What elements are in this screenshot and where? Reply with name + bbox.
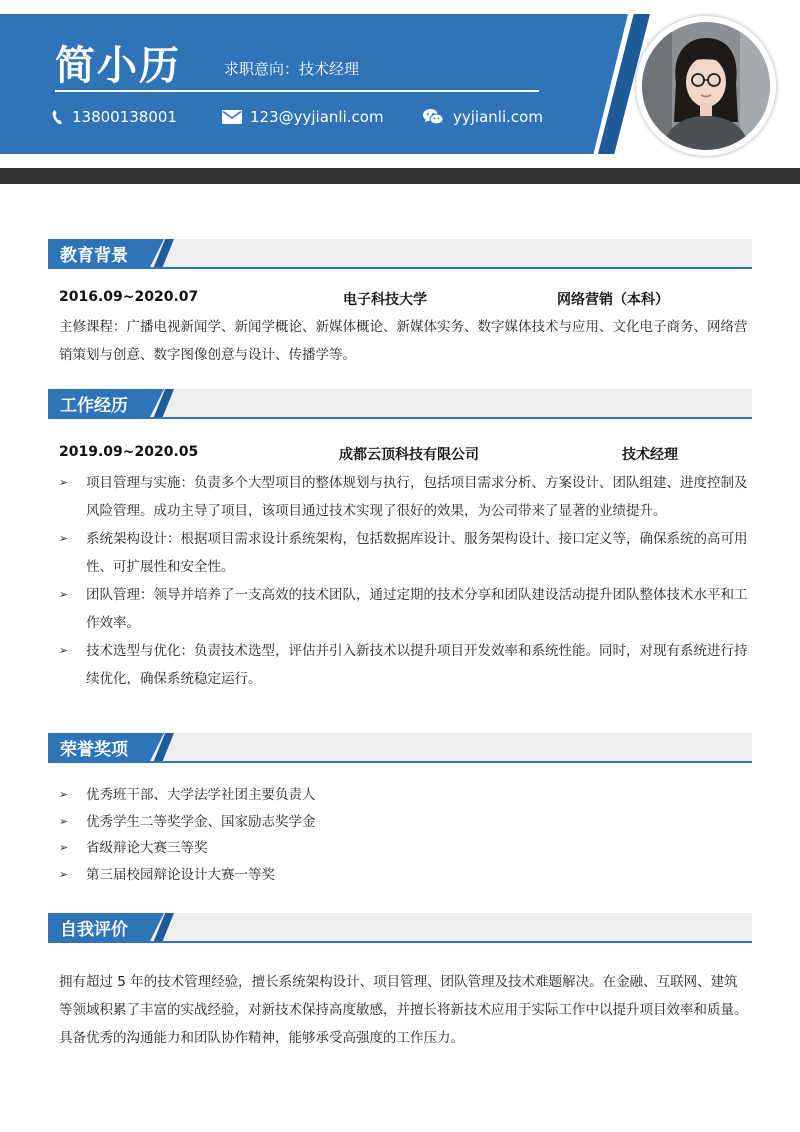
list-item: ➢ 优秀班干部、大学法学社团主要负责人 — [59, 782, 749, 809]
section-title: 荣誉奖项 — [60, 740, 128, 760]
list-item: ➢ 项目管理与实施：负责多个大型项目的整体规划与执行，包括项目需求分析、方案设计、团队组建、进度控制及风险管理。成功主导了项目，该项目通过技术实现了很好的效果，为公司带来了显著的业绩提升。 — [59, 469, 749, 525]
list-item: ➢ 省级辩论大赛三等奖 — [59, 835, 749, 862]
avatar — [636, 16, 776, 156]
section-title: 工作经历 — [60, 396, 128, 416]
work-period: 2019.09~2020.05 — [59, 444, 199, 460]
work-company: 成都云顶科技有限公司 — [339, 447, 479, 463]
wechat-icon — [423, 109, 443, 125]
arrow-bullet-icon: ➢ — [59, 867, 69, 881]
section-title: 自我评价 — [60, 920, 128, 940]
self-eval-text: 拥有超过 5 年的技术管理经验，擅长系统架构设计、项目管理、团队管理及技术难题解决。在金融、互联网、建筑等领域积累了丰富的实战经验，对新技术保持高度敏感，并擅长将新技术应用于实际工作中以提升项目效率和质量。具备优秀的沟通能力和团队协作精神，能够承受高强度的工作压力。 — [59, 974, 748, 1046]
list-item: ➢ 团队管理：领导并培养了一支高效的技术团队，通过定期的技术分享和团队建设活动提升团队整体技术水平和工作效率。 — [59, 581, 749, 637]
honors-list — [59, 782, 749, 888]
job-intent: 求职意向：技术经理 — [224, 60, 360, 78]
arrow-bullet-icon: ➢ — [59, 532, 69, 545]
list-item: ➢ 优秀学生二等奖学金、国家励志奖学金 — [59, 809, 749, 836]
header-divider — [55, 90, 539, 92]
education-major: 网络营销（本科） — [557, 292, 669, 308]
section-education-header — [48, 239, 752, 269]
list-item: ➢ 系统架构设计：根据项目需求设计系统架构，包括数据库设计、服务架构设计、接口定义等，确保系统的高可用性、可扩展性和安全性。 — [59, 525, 749, 581]
education-courses: 主修课程：广播电视新闻学、新闻学概论、新媒体概论、新媒体实务、数字媒体技术与应用、文化电子商务、网络营销策划与创意、数字图像创意与设计、传播学等。 — [59, 319, 748, 363]
contact-phone — [52, 108, 177, 126]
candidate-name: 简小历 — [55, 43, 181, 89]
arrow-bullet-icon: ➢ — [59, 644, 69, 657]
arrow-bullet-icon: ➢ — [59, 841, 69, 854]
section-honors-header — [48, 733, 752, 763]
section-self-eval-header — [48, 913, 752, 943]
list-item: ➢ 技术选型与优化：负责技术选型，评估并引入新技术以提升项目开发效率和系统性能。同时，对现有系统进行持续优化，确保系统稳定运行。 — [59, 637, 749, 693]
arrow-bullet-icon: ➢ — [59, 476, 69, 489]
phone-icon — [52, 109, 64, 125]
contact-email — [222, 108, 384, 126]
education-period: 2016.09~2020.07 — [59, 289, 199, 305]
arrow-bullet-icon: ➢ — [59, 814, 69, 828]
work-duties — [59, 469, 749, 693]
section-title: 教育背景 — [60, 246, 128, 266]
list-item: ➢ 第三届校园辩论设计大赛一等奖 — [59, 862, 749, 889]
phone-number: 13800138001 — [72, 108, 177, 126]
wechat-id: yyjianli.com — [453, 108, 543, 126]
education-school: 电子科技大学 — [343, 292, 427, 308]
work-position: 技术经理 — [622, 447, 678, 463]
envelope-icon — [222, 110, 242, 124]
contact-wechat — [423, 108, 543, 126]
email-address: 123@yyjianli.com — [250, 108, 384, 126]
avatar-photo — [642, 22, 770, 150]
header-dark-bar — [0, 168, 800, 184]
arrow-bullet-icon: ➢ — [59, 788, 69, 801]
arrow-bullet-icon: ➢ — [59, 588, 69, 601]
section-work-header — [48, 389, 752, 419]
